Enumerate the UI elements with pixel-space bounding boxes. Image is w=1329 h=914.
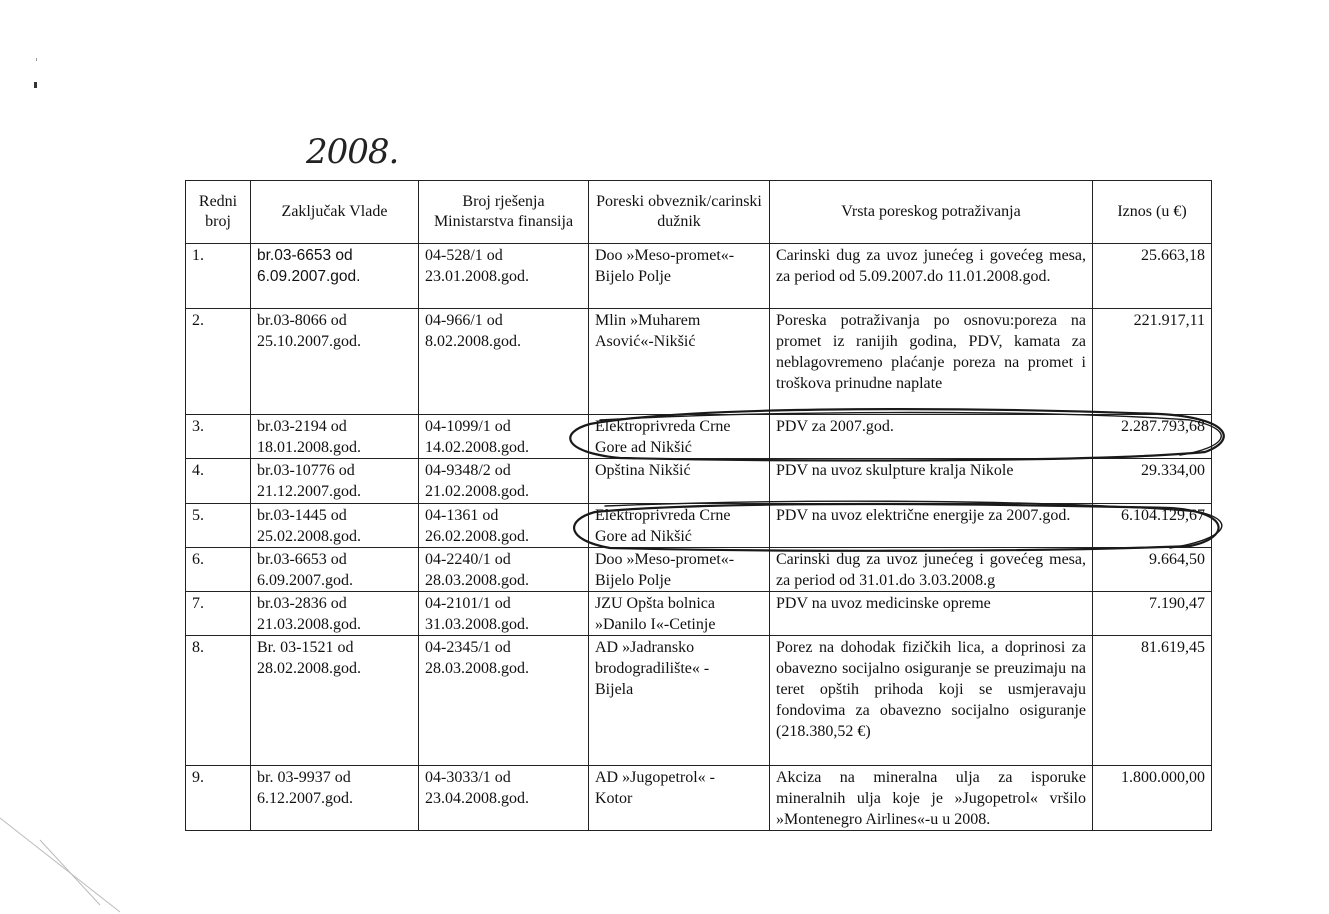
cell-zakljucak: [251, 459, 419, 504]
cell-line: Asović«-Nikšić: [595, 333, 696, 350]
cell-rjesenje: [419, 459, 589, 504]
header-iznos: Iznos (u €): [1093, 181, 1212, 244]
cell-rjesenje: [419, 309, 589, 415]
cell-vrsta: Poreska potraživanja po osnovu:poreza na promet iz ranijih godina, PDV, kamata za neblagovremeno plaćanje poreza na promet i troškova prinudne naplate: [770, 309, 1093, 415]
header-zakljucak: Zaključak Vlade: [251, 181, 419, 244]
cell-line: br.03-6653 od: [257, 247, 353, 264]
cell-zakljucak: [251, 244, 419, 309]
cell-obveznik: [589, 504, 770, 548]
cell-obveznik: [589, 309, 770, 415]
cell-line: br.03-2836 od: [257, 595, 347, 612]
cell-line: 6.09.2007.god.: [257, 572, 353, 589]
cell-line: 04-966/1 od: [425, 312, 503, 329]
cell-line: 04-1099/1 od: [425, 418, 511, 435]
cell-line: Gore ad Nikšić: [595, 439, 692, 456]
cell-num: 5.: [186, 504, 251, 548]
cell-line: Mlin »Muharem: [595, 312, 701, 329]
cell-obveznik: [589, 459, 770, 504]
cell-vrsta: Akciza na mineralna ulja za isporuke mineralnih ulja koje je »Jugopetrol« vršilo »Montenegro Airlines«-u u 2008.: [770, 766, 1093, 831]
cell-line: Elektroprivreda Crne: [595, 507, 731, 524]
cell-line: 04-9348/2 od: [425, 462, 511, 479]
cell-iznos: 81.619,45: [1093, 636, 1212, 766]
cell-line: 04-2345/1 od: [425, 639, 511, 656]
cell-line: JZU Opšta bolnica: [595, 595, 715, 612]
cell-vrsta: PDV na uvoz električne energije za 2007.god.: [770, 504, 1093, 548]
cell-vrsta: Porez na dohodak fizičkih lica, a doprinosi za obavezno socijalno osiguranje se preuzimaju na teret opštih prihoda koji se usmjeravaju fondovima za obavezno socijalno osiguranje (218.380,52 €): [770, 636, 1093, 766]
cell-zakljucak: [251, 504, 419, 548]
cell-num: 3.: [186, 415, 251, 459]
table-row: [186, 244, 1212, 309]
cell-line: br.03-2194 od: [257, 418, 347, 435]
cell-line: 25.02.2008.god.: [257, 528, 361, 545]
cell-iznos: 2.287.793,68: [1093, 415, 1212, 459]
cell-rjesenje: [419, 548, 589, 592]
cell-line: Opština Nikšić: [595, 462, 691, 479]
cell-rjesenje: [419, 766, 589, 831]
cell-line: AD »Jadransko: [595, 639, 695, 656]
cell-line: brodogradilište« -: [595, 660, 710, 677]
cell-line: 21.02.2008.god.: [425, 483, 529, 500]
cell-line: Doo »Meso-promet«-: [595, 247, 735, 264]
cell-line: 04-3033/1 od: [425, 769, 511, 786]
cell-obveznik: [589, 244, 770, 309]
cell-zakljucak: [251, 415, 419, 459]
cell-line: 28.03.2008.god.: [425, 660, 529, 677]
cell-iznos: 221.917,11: [1093, 309, 1212, 415]
header-obveznik: Poreski obveznik/carinski dužnik: [589, 181, 770, 244]
cell-line: 23.01.2008.god.: [425, 268, 529, 285]
handwritten-year: 2008.: [306, 132, 399, 172]
cell-num: 7.: [186, 592, 251, 636]
table-row: [186, 592, 1212, 636]
cell-iznos: 9.664,50: [1093, 548, 1212, 592]
cell-line: br.03-1445 od: [257, 507, 347, 524]
cell-iznos: 29.334,00: [1093, 459, 1212, 504]
cell-rjesenje: [419, 415, 589, 459]
cell-rjesenje: [419, 592, 589, 636]
scan-streak: [40, 840, 100, 905]
cell-iznos: 1.800.000,00: [1093, 766, 1212, 831]
cell-line: Bijela: [595, 681, 634, 698]
scan-speck: [36, 58, 37, 61]
cell-zakljucak: [251, 592, 419, 636]
cell-iznos: 7.190,47: [1093, 592, 1212, 636]
cell-line: br.03-8066 od: [257, 312, 347, 329]
cell-line: 04-2101/1 od: [425, 595, 511, 612]
cell-line: 04-1361 od: [425, 507, 499, 524]
cell-zakljucak: [251, 548, 419, 592]
cell-line: br.03-6653 od: [257, 551, 347, 568]
cell-line: Gore ad Nikšić: [595, 528, 692, 545]
cell-line: Bijelo Polje: [595, 268, 671, 285]
table-row: [186, 309, 1212, 415]
cell-line: »Danilo I«-Cetinje: [595, 616, 716, 633]
cell-iznos: 25.663,18: [1093, 244, 1212, 309]
cell-zakljucak: [251, 636, 419, 766]
table-row: [186, 504, 1212, 548]
table-row: [186, 548, 1212, 592]
cell-vrsta: PDV na uvoz medicinske opreme: [770, 592, 1093, 636]
cell-line: 23.04.2008.god.: [425, 790, 529, 807]
cell-vrsta: Carinski dug za uvoz junećeg i govećeg mesa, za period od 31.01.do 3.03.2008.g: [770, 548, 1093, 592]
cell-line: Elektroprivreda Crne: [595, 418, 731, 435]
cell-num: 6.: [186, 548, 251, 592]
scan-streak: [0, 818, 120, 912]
cell-num: 1.: [186, 244, 251, 309]
table-row: [186, 415, 1212, 459]
cell-obveznik: [589, 592, 770, 636]
header-broj-rjesenja: Broj rješenja Ministarstva finansija: [419, 181, 589, 244]
cell-line: 31.03.2008.god.: [425, 616, 529, 633]
table-header-row: [186, 181, 1212, 244]
cell-num: 9.: [186, 766, 251, 831]
header-vrsta: Vrsta poreskog potraživanja: [770, 181, 1093, 244]
cell-obveznik: [589, 766, 770, 831]
cell-zakljucak: [251, 766, 419, 831]
cell-line: 21.03.2008.god.: [257, 616, 361, 633]
cell-line: Br. 03-1521 od: [257, 639, 354, 656]
cell-line: 28.02.2008.god.: [257, 660, 361, 677]
cell-line: 04-528/1 od: [425, 247, 503, 264]
cell-obveznik: [589, 636, 770, 766]
cell-rjesenje: [419, 244, 589, 309]
cell-line: 14.02.2008.god.: [425, 439, 529, 456]
cell-line: br.03-10776 od: [257, 462, 355, 479]
tax-claims-table: [185, 180, 1212, 831]
cell-line: 21.12.2007.god.: [257, 483, 361, 500]
cell-line: 25.10.2007.god.: [257, 333, 361, 350]
scan-speck: [34, 82, 37, 88]
cell-line: AD »Jugopetrol« -: [595, 769, 715, 786]
cell-vrsta: PDV na uvoz skulpture kralja Nikole: [770, 459, 1093, 504]
cell-num: 8.: [186, 636, 251, 766]
cell-line: 6.09.2007.god.: [257, 268, 361, 285]
cell-line: 28.03.2008.god.: [425, 572, 529, 589]
cell-line: Doo »Meso-promet«-: [595, 551, 735, 568]
cell-line: 18.01.2008.god.: [257, 439, 361, 456]
table-row: [186, 636, 1212, 766]
cell-line: 6.12.2007.god.: [257, 790, 353, 807]
cell-line: Kotor: [595, 790, 633, 807]
cell-line: 26.02.2008.god.: [425, 528, 529, 545]
cell-obveznik: [589, 548, 770, 592]
cell-iznos: 6.104.129,67: [1093, 504, 1212, 548]
cell-obveznik: [589, 415, 770, 459]
cell-num: 4.: [186, 459, 251, 504]
table-row: [186, 459, 1212, 504]
cell-vrsta: PDV za 2007.god.: [770, 415, 1093, 459]
cell-line: 04-2240/1 od: [425, 551, 511, 568]
table-row: [186, 766, 1212, 831]
header-redni-broj: Redni broj: [186, 181, 251, 244]
cell-rjesenje: [419, 504, 589, 548]
cell-zakljucak: [251, 309, 419, 415]
cell-num: 2.: [186, 309, 251, 415]
cell-line: Bijelo Polje: [595, 572, 671, 589]
cell-vrsta: Carinski dug za uvoz junećeg i govećeg mesa, za period od 5.09.2007.do 11.01.2008.god.: [770, 244, 1093, 309]
cell-rjesenje: [419, 636, 589, 766]
cell-line: 8.02.2008.god.: [425, 333, 521, 350]
cell-line: br. 03-9937 od: [257, 769, 351, 786]
